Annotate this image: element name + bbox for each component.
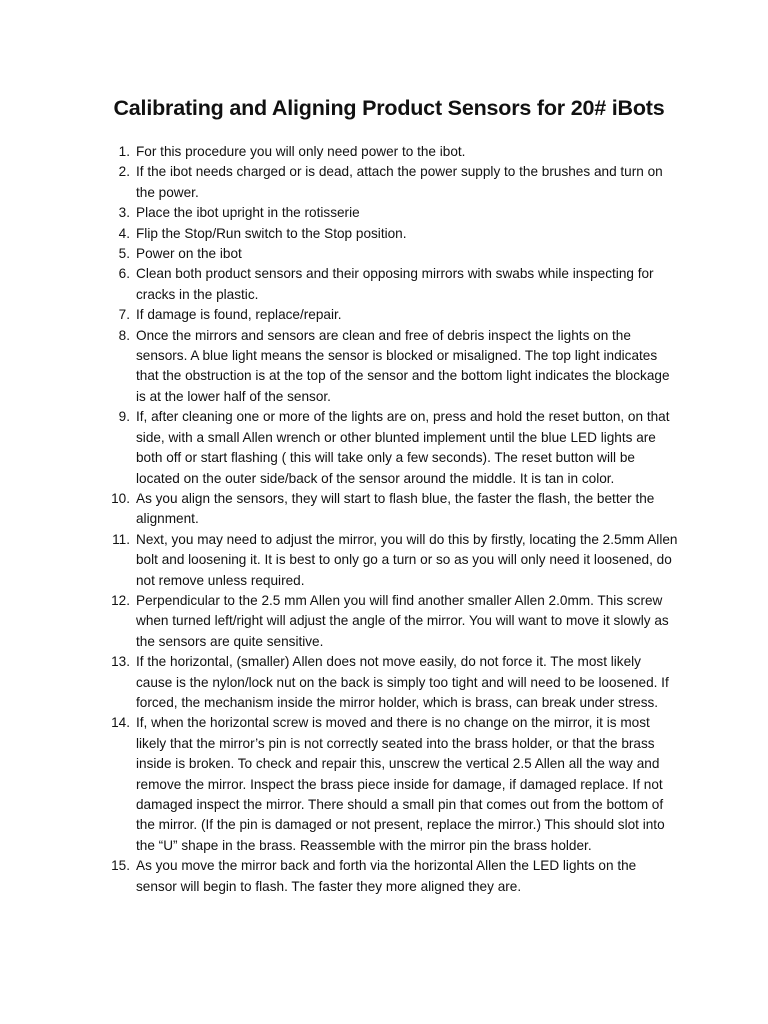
step-text: Perpendicular to the 2.5 mm Allen you will find another smaller Allen 2.0mm. This screw when turned left/right will adjust the angle of the mirror. You will want to move it slowly as the sensors are quite sensitive. <box>136 592 669 649</box>
procedure-steps-list <box>100 142 678 897</box>
step-text: Clean both product sensors and their opposing mirrors with swabs while inspecting for cracks in the plastic. <box>136 266 654 302</box>
step-item-12 <box>100 591 678 652</box>
step-text: If damage is found, replace/repair. <box>136 307 342 323</box>
step-item-4 <box>100 224 678 244</box>
step-number: 12. <box>111 592 130 608</box>
step-number: 5. <box>118 246 130 262</box>
step-text: Power on the ibot <box>136 246 242 262</box>
step-item-10 <box>100 489 678 530</box>
step-number: 2. <box>118 164 130 180</box>
step-text: For this procedure you will only need power to the ibot. <box>136 144 466 159</box>
step-text: Flip the Stop/Run switch to the Stop position. <box>136 225 407 241</box>
step-item-5 <box>100 244 678 264</box>
step-item-14 <box>100 713 678 856</box>
step-item-8 <box>100 326 678 408</box>
step-number: 10. <box>111 490 130 506</box>
step-text: As you align the sensors, they will start to flash blue, the faster the flash, the better the alignment. <box>136 490 655 527</box>
step-number: 6. <box>118 266 130 282</box>
step-number: 1. <box>118 144 130 159</box>
step-number: 15. <box>111 858 130 874</box>
step-number: 9. <box>118 409 130 425</box>
step-item-13 <box>100 652 678 713</box>
step-item-11 <box>100 530 678 591</box>
step-number: 14. <box>111 715 130 731</box>
step-text: Once the mirrors and sensors are clean and free of debris inspect the lights on the sensors. A blue light means the sensor is blocked or misaligned. The top light indicates that the obstruction is at the top of the sensor and the bottom light indicates the blockage is at the lower half of the sensor. <box>136 327 670 404</box>
step-number: 13. <box>111 654 130 670</box>
step-text: If the ibot needs charged or is dead, attach the power supply to the brushes and turn on the power. <box>136 164 663 200</box>
step-item-3 <box>100 203 678 223</box>
step-item-15 <box>100 856 678 897</box>
step-item-1 <box>100 142 678 162</box>
document-title: Calibrating and Aligning Product Sensors for 20# iBots <box>113 96 665 120</box>
step-number: 3. <box>118 205 130 221</box>
step-text: If, when the horizontal screw is moved and there is no change on the mirror, it is most likely that the mirror’s pin is not correctly seated into the brass holder, or that the brass inside is broken. To check and repair this, unscrew the vertical 2.5 Allen all the way and remove the mirror. Inspect the brass piece inside for damage, if damaged replace. If not damaged inspect the mirror. There should a small pin that comes out from the bottom of the mirror. (If the pin is damaged or not present, replace the mirror.) This should slot into the “U” shape in the brass. Reassemble with the mirror pin the brass holder. <box>136 715 665 853</box>
step-text: As you move the mirror back and forth via the horizontal Allen the LED lights on the sensor will begin to flash. The faster they more aligned they are. <box>136 858 637 894</box>
step-item-7 <box>100 305 678 325</box>
step-text: If the horizontal, (smaller) Allen does not move easily, do not force it. The most likely cause is the nylon/lock nut on the back is simply too tight and will need to be loosened. If forced, the mechanism inside the mirror holder, which is brass, can break under stress. <box>136 654 669 710</box>
step-item-9 <box>100 407 678 489</box>
step-number: 7. <box>118 307 130 323</box>
step-text: If, after cleaning one or more of the lights are on, press and hold the reset button, on that side, with a small Allen wrench or other blunted implement until the blue LED lights are both off or start flashing ( this will take only a few seconds). The reset button will be located on the outer side/back of the sensor around the middle. It is tan in color. <box>136 409 670 486</box>
step-number: 11. <box>112 531 130 547</box>
step-text: Place the ibot upright in the rotisserie <box>136 205 360 221</box>
step-item-6 <box>100 264 678 305</box>
step-number: 4. <box>118 225 130 241</box>
step-text: Next, you may need to adjust the mirror, you will do this by firstly, locating the 2.5mm Allen bolt and loosening it. It is best to only go a turn or so as you will only need it loosened, do not remove unless required. <box>136 531 678 588</box>
step-number: 8. <box>118 327 130 343</box>
step-item-2 <box>100 162 678 203</box>
